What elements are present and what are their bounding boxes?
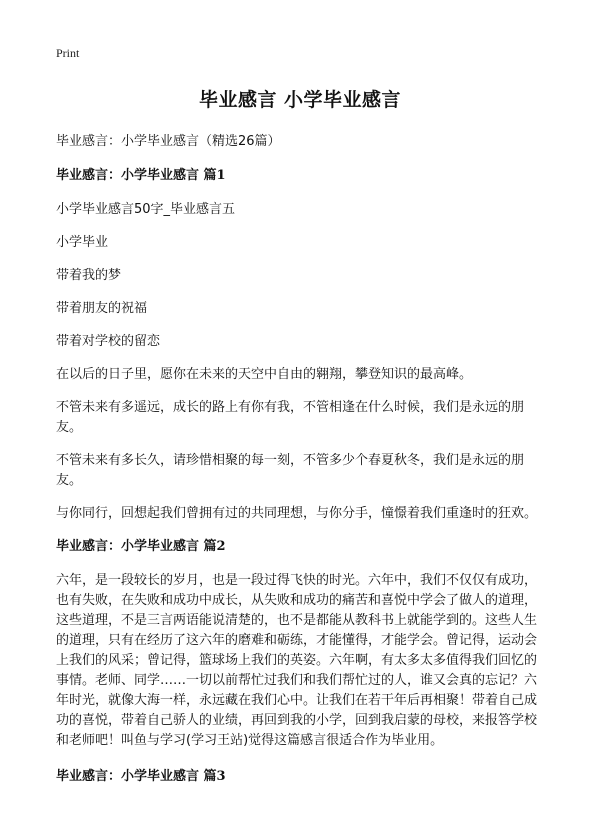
section-1-paragraph: 在以后的日子里，愿你在未来的天空中自由的翱翔，攀登知识的最高峰。 — [56, 367, 473, 382]
section-heading-3: 毕业感言：小学毕业感言 篇3 — [56, 769, 226, 784]
section-1-line: 小学毕业感言50字_毕业感言五 — [56, 202, 236, 217]
section-1-paragraph: 不管未来有多遥远，成长的路上有你有我，不管相逢在什么时候，我们是永远的朋友。 — [56, 400, 525, 435]
section-1-line: 带着对学校的留恋 — [56, 334, 161, 349]
section-1-line: 带着我的梦 — [56, 268, 122, 283]
section-heading-2: 毕业感言：小学毕业感言 篇2 — [56, 539, 226, 554]
document-subtitle: 毕业感言：小学毕业感言（精选26篇） — [56, 134, 281, 149]
section-1-paragraph: 不管未来有多长久，请珍惜相聚的每一刻，不管多少个春夏秋冬，我们是永远的朋友。 — [56, 453, 525, 488]
section-1-paragraph: 与你同行，回想起我们曾拥有过的共同理想，与你分手，憧憬着我们重逢时的狂欢。 — [56, 506, 538, 521]
section-heading-1: 毕业感言：小学毕业感言 篇1 — [56, 168, 226, 183]
section-2-paragraph: 六年，是一段较长的岁月，也是一段过得飞快的时光。六年中，我们不仅仅有成功，也有失败，在失败和成功中成长，从失败和成功的痛苦和喜悦中学会了做人的道理，这些道理，不是三言两语能说清楚的，也不是都能从教科书上就能学到的。这些人生的道理，只有在经历了这六年的磨难和砺练，才能懂得，才能学会。曾记得，运动会上我们的风采；曾记得，篮球场上我们的英姿。六年啊，有太多太多值得我们回忆的事情。老师、同学……一切以前帮忙过我们和我们帮忙过的人，谁又会真的忘记？六年时光，就像大海一样，永远藏在我们心中。让我们在若干年后再相聚！带着自己成功的喜悦，带着自己骄人的业绩，再回到我的小学，回到我启蒙的母校，来报答学校和老师吧！叫鱼与学习(学习王站)觉得这篇感言很适合作为毕业用。 — [56, 573, 538, 748]
print-label[interactable]: Print — [56, 46, 80, 60]
page-title: 毕业感言 小学毕业感言 — [198, 89, 402, 111]
section-1-line: 小学毕业 — [56, 235, 109, 250]
section-1-line: 带着朋友的祝福 — [56, 301, 148, 316]
